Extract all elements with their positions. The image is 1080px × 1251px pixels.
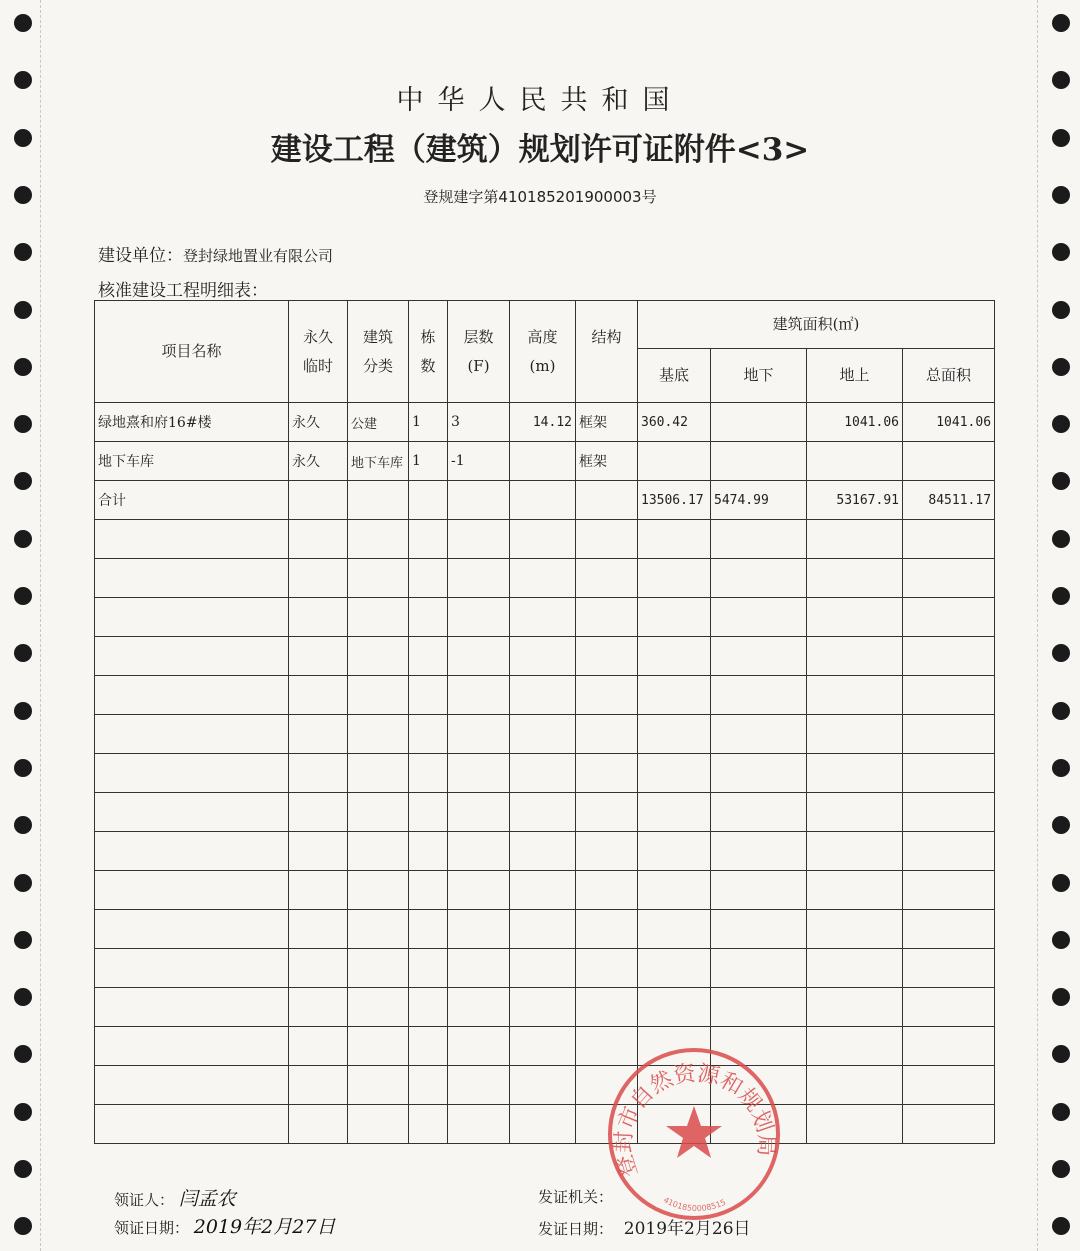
punch-hole — [14, 301, 32, 319]
empty-row — [95, 1066, 995, 1105]
punch-hole — [1052, 415, 1070, 433]
svg-text:4101850008515: 4101850008515 — [661, 1195, 728, 1214]
table-row — [95, 442, 995, 481]
empty-row — [95, 1027, 995, 1066]
punch-hole — [1052, 1103, 1070, 1121]
cell-underground — [711, 442, 807, 481]
empty-row — [95, 754, 995, 793]
header-total-area: 总面积 — [903, 349, 995, 403]
recipient-label: 领证人： — [114, 1191, 175, 1209]
cell-permanence: 永久 — [289, 442, 348, 481]
empty-row — [95, 871, 995, 910]
header-height: 高度 (m) — [510, 301, 576, 403]
cell-floors — [448, 481, 510, 520]
punch-hole — [1052, 1217, 1070, 1235]
cell-count — [409, 481, 448, 520]
issue-date-value: 2019年2月26日 — [623, 1219, 751, 1239]
cell-name: 合计 — [95, 481, 289, 520]
punch-hole — [1052, 587, 1070, 605]
project-detail-table — [94, 300, 995, 1144]
punch-hole — [14, 415, 32, 433]
cell-total: 84511.17 — [903, 481, 995, 520]
receive-date-label: 领证日期： — [114, 1219, 190, 1237]
punch-hole — [14, 1045, 32, 1063]
punch-hole — [14, 14, 32, 32]
header-count: 栋 数 — [409, 301, 448, 403]
cell-count: 1 — [409, 442, 448, 481]
document-title: 建设工程（建筑）规划许可证附件<3> — [270, 132, 810, 168]
punch-hole — [1052, 1160, 1070, 1178]
punch-hole — [1052, 759, 1070, 777]
header-floors: 层数 (F) — [448, 301, 510, 403]
svg-text:登封市自然资源和规划局: 登封市自然资源和规划局 — [611, 1061, 779, 1181]
cell-category: 公建 — [348, 403, 409, 442]
punch-hole — [14, 1160, 32, 1178]
punch-hole — [1052, 243, 1070, 261]
cell-above — [807, 442, 903, 481]
empty-row — [95, 910, 995, 949]
empty-row — [95, 559, 995, 598]
cell-name: 绿地熹和府16#楼 — [95, 403, 289, 442]
receive-date — [114, 1212, 335, 1239]
cell-structure — [576, 481, 638, 520]
empty-row — [95, 637, 995, 676]
cell-height: 14.12 — [510, 403, 576, 442]
table-row — [95, 403, 995, 442]
table-row — [95, 481, 995, 520]
punch-hole — [1052, 301, 1070, 319]
header-category: 建筑 分类 — [348, 301, 409, 403]
punch-hole — [14, 472, 32, 490]
empty-row — [95, 520, 995, 559]
cell-permanence — [289, 481, 348, 520]
cell-above: 1041.06 — [807, 403, 903, 442]
cell-category: 地下车库 — [348, 442, 409, 481]
punch-hole — [14, 759, 32, 777]
punch-hole — [1052, 874, 1070, 892]
header-base-area: 基底 — [638, 349, 711, 403]
construction-unit-value: 登封绿地置业有限公司 — [183, 247, 334, 265]
header-structure: 结构 — [576, 301, 638, 403]
header-above-ground-area: 地上 — [807, 349, 903, 403]
empty-row — [95, 832, 995, 871]
cell-height — [510, 442, 576, 481]
punch-hole — [14, 530, 32, 548]
empty-row — [95, 715, 995, 754]
punch-hole — [14, 1217, 32, 1235]
punch-hole — [1052, 931, 1070, 949]
cell-count: 1 — [409, 403, 448, 442]
cell-total: 1041.06 — [903, 403, 995, 442]
empty-row — [95, 949, 995, 988]
cell-base: 13506.17 — [638, 481, 711, 520]
punch-hole — [14, 1103, 32, 1121]
construction-unit-label: 建设单位： — [98, 246, 183, 266]
punch-hole — [1052, 358, 1070, 376]
punch-hole — [1052, 702, 1070, 720]
cell-structure: 框架 — [576, 403, 638, 442]
punch-hole — [1052, 14, 1070, 32]
issue-date-label: 发证日期： — [538, 1220, 614, 1238]
punch-hole — [1052, 530, 1070, 548]
punch-hole — [1052, 988, 1070, 1006]
recipient — [114, 1184, 236, 1211]
permit-number: 登规建字第410185201900003号 — [423, 188, 657, 206]
punch-hole — [14, 644, 32, 662]
empty-row — [95, 988, 995, 1027]
cell-floors: 3 — [448, 403, 510, 442]
receive-date-value: 2019年2月27日 — [193, 1216, 336, 1238]
punch-hole — [14, 587, 32, 605]
recipient-signature: 闫孟农 — [178, 1188, 236, 1210]
punch-hole — [14, 243, 32, 261]
cell-base: 360.42 — [638, 403, 711, 442]
official-seal — [606, 1046, 782, 1222]
cell-above: 53167.91 — [807, 481, 903, 520]
header-area-group: 建筑面积(㎡) — [638, 301, 995, 349]
empty-row — [95, 676, 995, 715]
detail-table-label: 核准建设工程明细表： — [98, 281, 268, 301]
empty-row — [95, 793, 995, 832]
country-heading: 中华人民共和国 — [396, 85, 684, 116]
cell-category — [348, 481, 409, 520]
cell-underground: 5474.99 — [711, 481, 807, 520]
cell-underground — [711, 403, 807, 442]
cell-floors: -1 — [448, 442, 510, 481]
header-underground-area: 地下 — [711, 349, 807, 403]
punch-hole — [1052, 816, 1070, 834]
punch-hole — [14, 874, 32, 892]
header-permanence: 永久 临时 — [289, 301, 348, 403]
cell-permanence: 永久 — [289, 403, 348, 442]
cell-structure: 框架 — [576, 442, 638, 481]
issuer-label: 发证机关： — [538, 1188, 614, 1206]
header-project-name: 项目名称 — [95, 301, 289, 403]
cell-name: 地下车库 — [95, 442, 289, 481]
punch-hole — [1052, 644, 1070, 662]
punch-hole — [1052, 1045, 1070, 1063]
punch-hole — [14, 816, 32, 834]
cell-total — [903, 442, 995, 481]
construction-unit — [98, 241, 333, 266]
punch-hole — [1052, 472, 1070, 490]
cell-height — [510, 481, 576, 520]
punch-hole — [14, 702, 32, 720]
empty-row — [95, 598, 995, 637]
punch-hole — [14, 358, 32, 376]
cell-base — [638, 442, 711, 481]
empty-row — [95, 1105, 995, 1144]
punch-hole — [14, 988, 32, 1006]
punch-hole — [14, 931, 32, 949]
